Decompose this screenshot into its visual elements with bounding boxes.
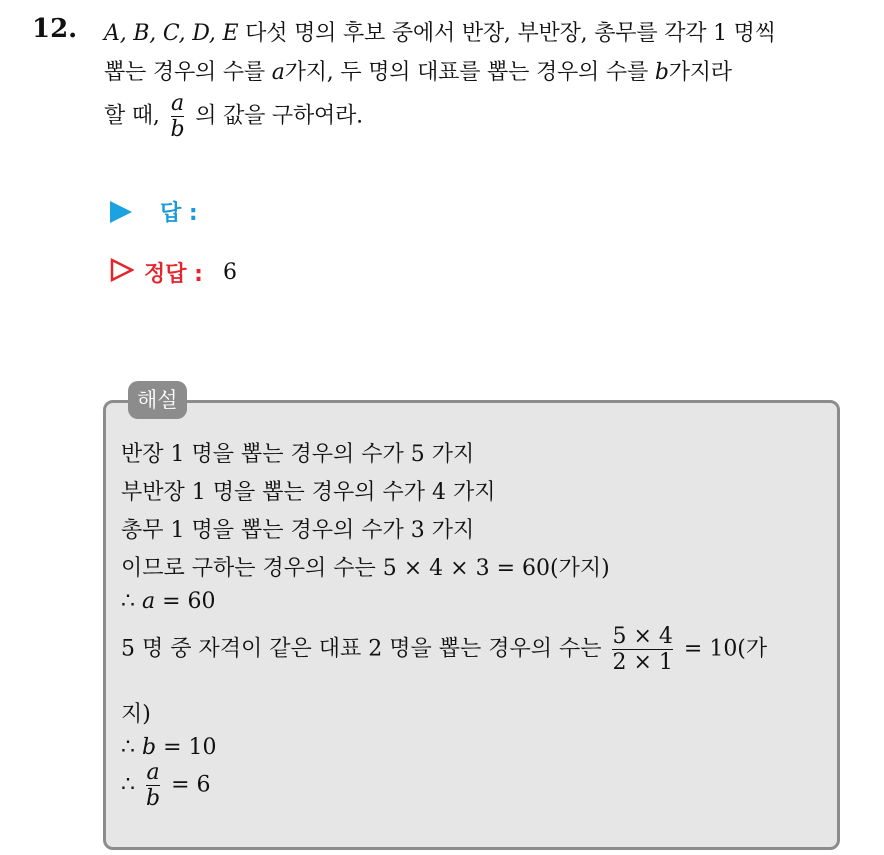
explanation-line-2: 부반장 1 명을 뽑는 경우의 수가 4 가지 (121, 480, 496, 505)
fraction-a-over-b (171, 92, 185, 141)
explanation-line-8 (121, 735, 217, 760)
fraction-5x4-over-2x1 (612, 625, 672, 674)
filled-right-triangle-icon (110, 201, 132, 223)
equation-rest: = 60 (162, 589, 216, 614)
fraction-a-over-b (146, 761, 160, 810)
equation-rest: = 10(가 (683, 636, 768, 662)
fraction-denominator: b (170, 117, 185, 143)
fraction-denominator: b (146, 786, 161, 812)
therefore-symbol: ∴ (121, 772, 135, 798)
question-line-3 (104, 92, 363, 141)
question-line-2-part-b: 가지, 두 명의 대표를 뽑는 경우의 수를 (284, 60, 649, 85)
candidate-variables: A, B, C, D, E (104, 21, 239, 46)
fraction-numerator: 5 × 4 (612, 624, 673, 649)
fraction-numerator: a (170, 91, 184, 116)
problem-number: 12. (32, 14, 78, 44)
therefore-symbol: ∴ (121, 735, 135, 760)
explanation-line-4: 이므로 구하는 경우의 수는 5 × 4 × 3 = 60(가지) (121, 556, 610, 581)
solution-label: 정답 : (144, 262, 203, 287)
solution-row (110, 257, 237, 288)
question-line-3-part-a: 할 때, (104, 103, 160, 129)
explanation-tag: 해설 (128, 381, 187, 419)
question-line-2-part-c: 가지라 (668, 60, 732, 85)
therefore-symbol: ∴ (121, 589, 135, 614)
solution-value: 6 (222, 260, 237, 285)
explanation-line-3: 총무 1 명을 뽑는 경우의 수가 3 가지 (121, 518, 475, 543)
question-line-1-text: 다섯 명의 후보 중에서 반장, 부반장, 총무를 각각 1 명씩 (245, 21, 776, 46)
explanation-line-5 (121, 589, 216, 614)
question-line-3-part-b: 의 값을 구하여라. (195, 103, 363, 129)
question-line-2-part-a: 뽑는 경우의 수를 (104, 60, 265, 85)
explanation-line-9 (121, 761, 211, 810)
equation-rest: = 10 (163, 735, 217, 760)
question-line-2 (104, 55, 732, 86)
answer-label: 답 : (160, 201, 198, 226)
answer-row (110, 196, 198, 227)
variable-b: b (654, 60, 669, 85)
outline-right-triangle-icon (110, 258, 134, 288)
explanation-line-6 (121, 625, 767, 674)
explanation-line-6-text: 5 명 중 자격이 같은 대표 2 명을 뽑는 경우의 수는 (121, 636, 602, 662)
explanation-line-1: 반장 1 명을 뽑는 경우의 수가 5 가지 (121, 442, 475, 467)
fraction-denominator: 2 × 1 (612, 650, 673, 676)
fraction-numerator: a (146, 760, 160, 785)
variable-a: a (271, 60, 285, 85)
variable-a: a (142, 589, 156, 614)
variable-b: b (142, 735, 157, 760)
question-line-1 (104, 16, 776, 47)
equation-rest: = 6 (171, 772, 211, 798)
explanation-line-7: 지) (121, 702, 151, 727)
